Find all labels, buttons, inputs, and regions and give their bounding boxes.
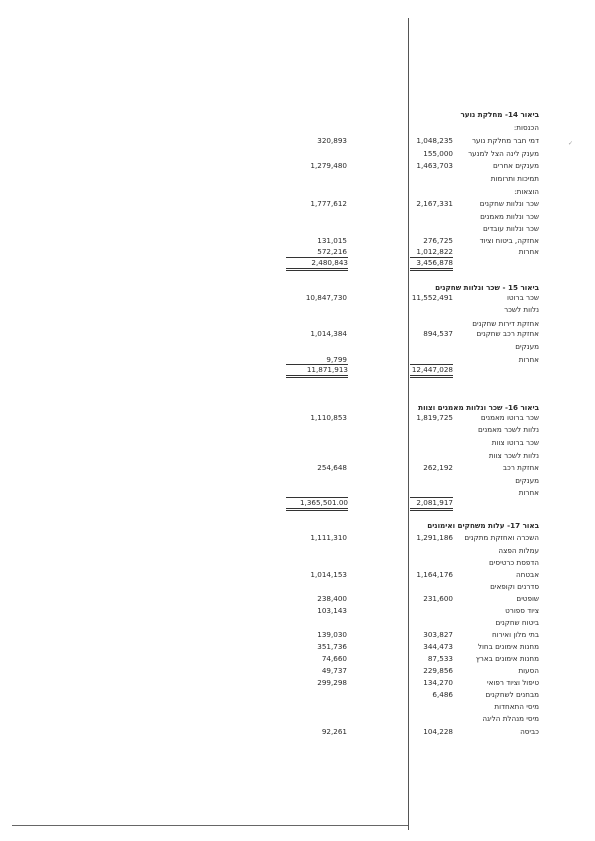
row-label: אחזקת רכב שחקנים [476,329,539,338]
value-current: 894,537 [423,329,453,338]
row-label: נלוות לשכר מאמנים [477,425,539,434]
row-label: מענק לינה הצל למנער [468,149,539,158]
footer-rule [12,825,408,826]
row-label: מחנות אימונים בארץ [475,654,539,663]
value-prior: 103,143 [317,606,347,615]
value-current: 344,473 [423,642,453,651]
row-label: ציוד ספורט [505,606,539,615]
value-prior: 1,777,612 [310,199,347,208]
value-current: 1,291,186 [416,533,453,542]
row-label: מיסי מנהלת הליגה [482,714,539,723]
row-label: עמלות הפצה [498,546,539,555]
value-prior: 238,400 [317,594,347,603]
total-prior: 11,871,913 [286,364,348,378]
table-row [0,293,595,305]
total-current: 2,081,917 [410,497,453,511]
table-row [0,714,595,726]
value-current: 104,228 [423,727,453,736]
table-row [0,212,595,224]
table-row [0,654,595,666]
section-title: באור 17- עלות משחקים ואימונים [427,521,539,530]
row-label: מבחנים לשחקנים [485,690,539,699]
value-current: 276,725 [423,236,453,245]
row-label: דמי חבר מחלקת נוער [471,136,539,145]
table-row [0,546,595,558]
value-current: 262,192 [423,463,453,472]
value-current: 1,048,235 [416,136,453,145]
table-row [0,476,595,488]
row-label: הדפסת כרטיסים [489,558,539,567]
total-row [0,497,595,509]
table-row [0,305,595,317]
table-row [0,136,595,148]
total-prior: 2,480,843 [286,257,348,271]
table-row [0,558,595,570]
row-label: כביסה [520,727,539,736]
value-current: 2,167,331 [416,199,453,208]
row-label: אחרות [518,355,539,364]
value-current: 303,827 [423,630,453,639]
row-label: הוצאות: [514,187,539,196]
table-row [0,413,595,425]
row-label: טיפול וציוד רפואי [487,678,539,687]
value-prior: 1,110,853 [310,413,347,422]
table-row [0,187,595,199]
table-row [0,606,595,618]
table-row [0,224,595,236]
value-prior: 49,737 [321,666,347,675]
value-prior: 320,893 [317,136,347,145]
value-current: 231,600 [423,594,453,603]
row-label: מענקים [515,342,539,351]
table-row [0,149,595,161]
table-row [0,582,595,594]
value-current: 11,552,491 [411,293,453,302]
table-row [0,570,595,582]
section-title: ביאור 15 - שכר ונלוות שחקנים [435,283,539,292]
row-label: מחנות אימונים בחול [477,642,539,651]
value-current: 1,463,703 [416,161,453,170]
value-current: 1,164,176 [416,570,453,579]
value-current: 1,012,822 [416,247,453,256]
value-current: 6,486 [432,690,453,699]
value-current: 229,856 [423,666,453,675]
table-row [0,425,595,437]
table-row [0,594,595,606]
row-label: הכנסות: [513,123,539,132]
value-prior: 1,014,384 [310,329,347,338]
table-row [0,642,595,654]
total-row [0,257,595,269]
value-current: 1,819,725 [416,413,453,422]
row-label: השכרה ואחזקת מתקנים [464,533,539,542]
value-prior: 572,216 [317,247,347,256]
table-row [0,161,595,173]
row-label: שכר ונלוות שחקנים [479,199,539,208]
table-row [0,666,595,678]
value-prior: 139,030 [317,630,347,639]
row-label: מענקים אחרים [493,161,539,170]
row-label: אחזקת רכב [502,463,539,472]
table-row [0,123,595,135]
table-row [0,690,595,702]
value-prior: 1,014,153 [310,570,347,579]
table-row [0,630,595,642]
row-label: שכר ברוטו מאמנים [480,413,539,422]
row-label: סדרנים וקופאים [490,582,539,591]
row-label: אבטחה [515,570,539,579]
row-label: שופטים [516,594,539,603]
scan-mark: ✓ [568,140,574,147]
table-row [0,533,595,545]
row-label: שכר ונלוות עובדים [483,224,539,233]
value-prior: 74,660 [321,654,347,663]
row-label: הסעות [518,666,539,675]
row-label: בתי מלון ואירוח [491,630,539,639]
table-row [0,199,595,211]
row-label: אחרות [518,488,539,497]
table-row [0,438,595,450]
value-prior: 351,736 [317,642,347,651]
row-label: מיסי התאחדות [494,702,539,711]
row-label: נלוות לשכר [504,305,539,314]
table-row [0,678,595,690]
table-row [0,727,595,739]
row-label: שכר ונלוות מאמנים [480,212,539,221]
value-prior: 92,261 [321,727,347,736]
value-prior: 10,847,730 [305,293,347,302]
table-row [0,702,595,714]
value-prior: 1,279,480 [310,161,347,170]
total-row [0,364,595,376]
row-label: אחזקה, ביטוח וציוד [479,236,539,245]
value-current: 134,270 [423,678,453,687]
row-label: ביטוח שחקנים [495,618,539,627]
row-label: שכר ברוטו צוות [491,438,539,447]
table-row [0,174,595,186]
value-current: 155,000 [423,149,453,158]
section-title: ביאור 14- מחלקת נוער [460,110,539,119]
value-prior: 9,799 [326,355,347,364]
table-row [0,463,595,475]
section-title: ביאור 16- שכר ונלוות מאמנים וצוות [418,403,539,412]
total-current: 12,447,028 [410,364,453,378]
value-prior: 1,111,310 [310,533,347,542]
total-prior: 1,365,501.00 [286,497,348,511]
value-prior: 299,298 [317,678,347,687]
row-label: אחרות [518,247,539,256]
total-current: 3,456,878 [410,257,453,271]
value-prior: 131,015 [317,236,347,245]
row-label: אחזקת דירות שחקנים [472,319,539,328]
value-prior: 254,648 [317,463,347,472]
table-row [0,451,595,463]
row-label: מענקים [515,476,539,485]
value-current: 87,533 [427,654,453,663]
row-label: שכר ברוטו [506,293,539,302]
table-row [0,618,595,630]
table-row [0,329,595,341]
row-label: נלוות לשכר צוות [488,451,539,460]
table-row [0,342,595,354]
row-label: תמיכות ותרומות [490,174,539,183]
